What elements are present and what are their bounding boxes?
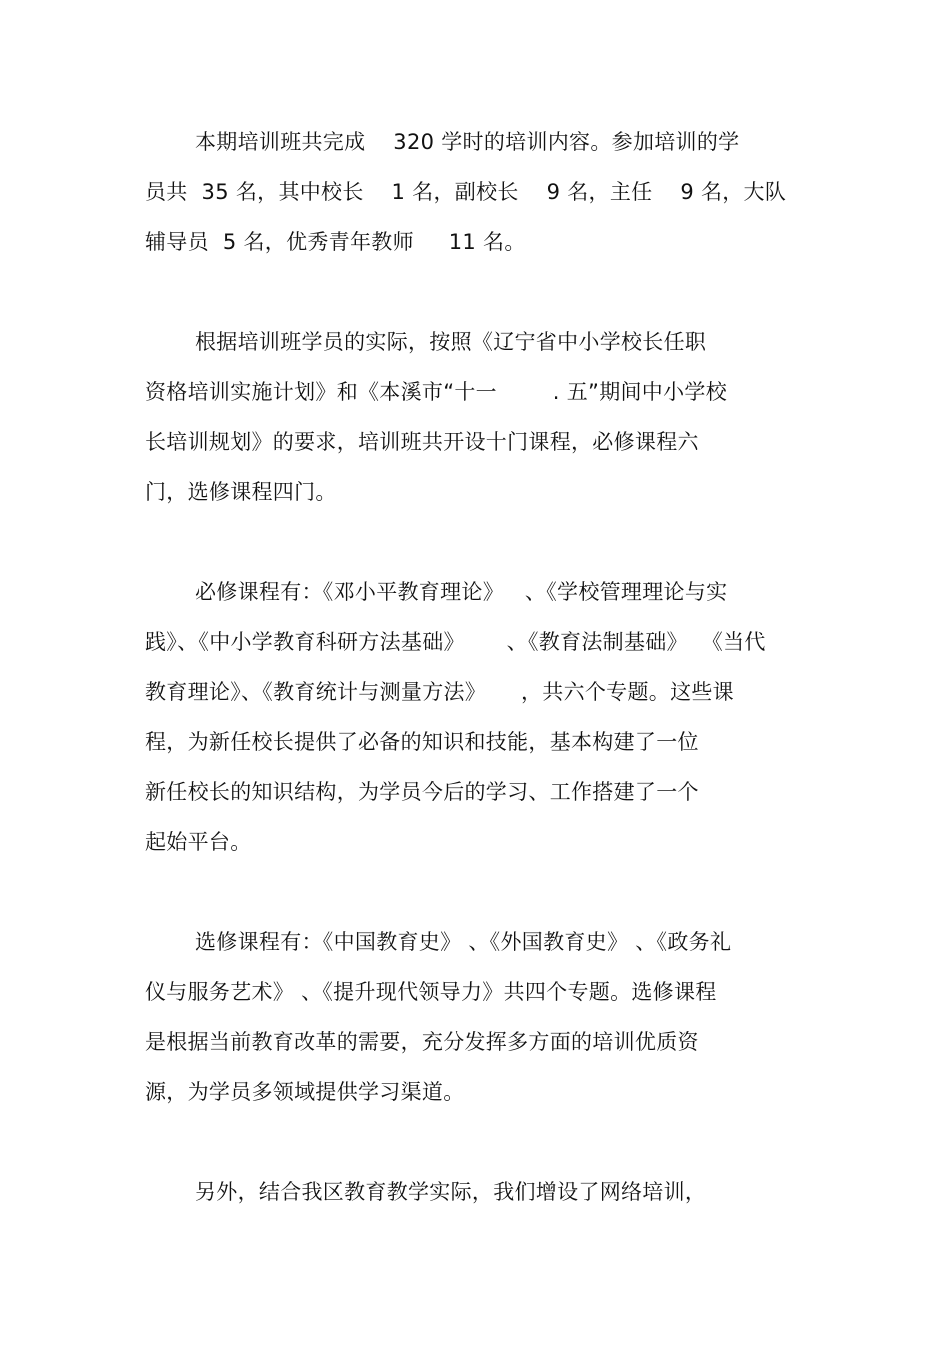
paragraph-1-line-2: 员共 35 名，其中校长 1 名，副校长 9 名，主任 9 名，大队 bbox=[145, 180, 787, 204]
paragraph-4-line-2: 仪与服务艺术》 、《提升现代领导力》共四个专题。选修课程 bbox=[145, 980, 717, 1004]
paragraph-3-line-6: 起始平台。 bbox=[145, 830, 252, 854]
paragraph-3-line-5: 新任校长的知识结构，为学员今后的学习、工作搭建了一个 bbox=[145, 780, 699, 804]
paragraph-4-line-1: 选修课程有：《中国教育史》 、《外国教育史》 、《政务礼 bbox=[195, 930, 732, 954]
paragraph-3-line-1: 必修课程有：《邓小平教育理论》 、《学校管理理论与实 bbox=[195, 580, 728, 604]
paragraph-4-line-4: 源，为学员多领域提供学习渠道。 bbox=[145, 1080, 465, 1104]
paragraph-1-line-1: 本期培训班共完成 320 学时的培训内容。参加培训的学 bbox=[195, 130, 740, 154]
paragraph-2-line-4: 门，选修课程四门。 bbox=[145, 480, 337, 504]
paragraph-1-line-3: 辅导员 5 名，优秀青年教师 11 名。 bbox=[145, 230, 526, 254]
paragraph-3-line-3: 教育理论》、《教育统计与测量方法》 ，共六个专题。这些课 bbox=[145, 680, 734, 704]
paragraph-3-line-2: 践》、《中小学教育科研方法基础》 、《教育法制基础》 《当代 bbox=[145, 630, 766, 654]
paragraph-2-line-1: 根据培训班学员的实际，按照《辽宁省中小学校长任职 bbox=[195, 330, 707, 354]
paragraph-2-line-3: 长培训规划》的要求，培训班共开设十门课程，必修课程六 bbox=[145, 430, 699, 454]
paragraph-2-line-2: 资格培训实施计划》和《本溪市“十一 . 五”期间中小学校 bbox=[145, 380, 728, 404]
paragraph-4-line-3: 是根据当前教育改革的需要，充分发挥多方面的培训优质资 bbox=[145, 1030, 699, 1054]
paragraph-3-line-4: 程，为新任校长提供了必备的知识和技能，基本构建了一位 bbox=[145, 730, 699, 754]
paragraph-5-line-1: 另外，结合我区教育教学实际，我们增设了网络培训， bbox=[195, 1180, 707, 1204]
